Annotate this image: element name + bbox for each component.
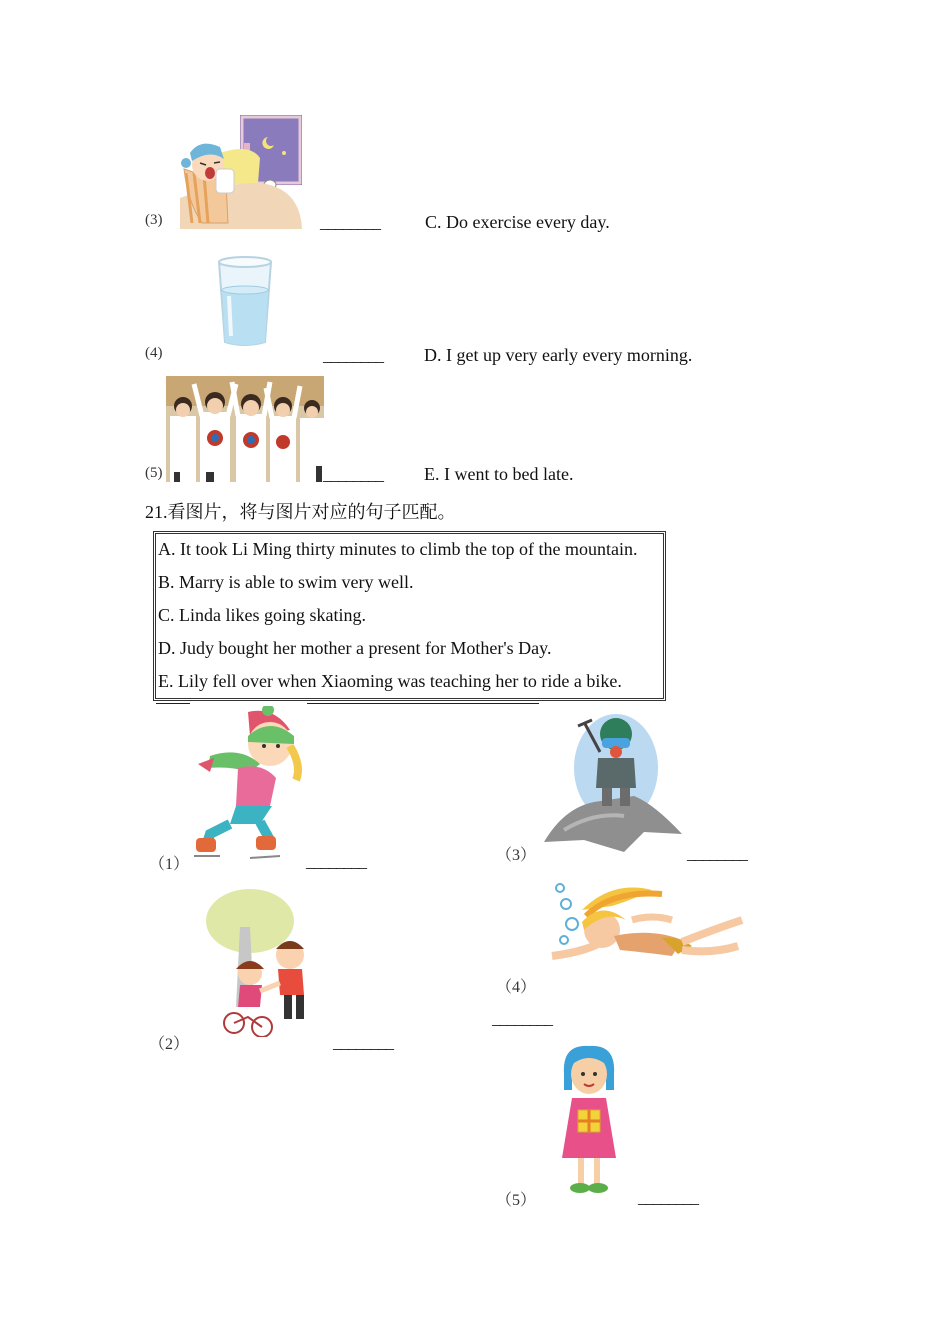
option-b: B. Marry is able to swim very well. [158, 572, 414, 592]
bike-fall-picture [200, 887, 320, 1037]
yawning-boy-picture [180, 113, 304, 229]
answer-blank[interactable]: ________ [323, 465, 383, 484]
water-glass-picture [215, 256, 275, 348]
children-exercising-picture [166, 376, 324, 482]
answer-blank[interactable]: ________ [638, 1188, 698, 1207]
skating-girl-picture [190, 706, 306, 862]
answer-blank[interactable]: ________ [306, 852, 366, 871]
answer-blank[interactable]: ________ [320, 213, 380, 232]
option-c: C. Linda likes going skating. [158, 605, 366, 625]
option-d: D. Judy bought her mother a present for Mother's Day. [158, 638, 552, 658]
swimming-girl-picture [542, 880, 750, 974]
divider [307, 703, 539, 704]
question-21-title: 21.看图片，将与图片对应的句子匹配。 [145, 502, 456, 522]
divider [156, 703, 190, 704]
item-number: (5) [145, 465, 163, 481]
item-number: (4) [145, 345, 163, 361]
answer-blank[interactable]: ________ [687, 844, 747, 863]
item-number: （5） [496, 1192, 537, 1209]
item-number: （2） [149, 1036, 190, 1053]
item-number: (3) [145, 212, 163, 228]
item-number: （4） [496, 979, 537, 996]
option-a: A. It took Li Ming thirty minutes to climb the top of the mountain. [158, 539, 638, 559]
answer-blank[interactable]: ________ [323, 346, 383, 365]
sentence-d: D. I get up very early every morning. [424, 345, 693, 365]
climber-picture [544, 712, 686, 852]
item-number: （3） [496, 847, 537, 864]
answer-blank[interactable]: ________ [492, 1009, 552, 1028]
item-number: （1） [149, 856, 190, 873]
girl-with-present-picture [558, 1044, 620, 1196]
sentence-e: E. I went to bed late. [424, 464, 574, 484]
options-box [153, 531, 666, 701]
option-e: E. Lily fell over when Xiaoming was teaching her to ride a bike. [158, 671, 622, 691]
sentence-c: C. Do exercise every day. [425, 212, 610, 232]
answer-blank[interactable]: ________ [333, 1033, 393, 1052]
